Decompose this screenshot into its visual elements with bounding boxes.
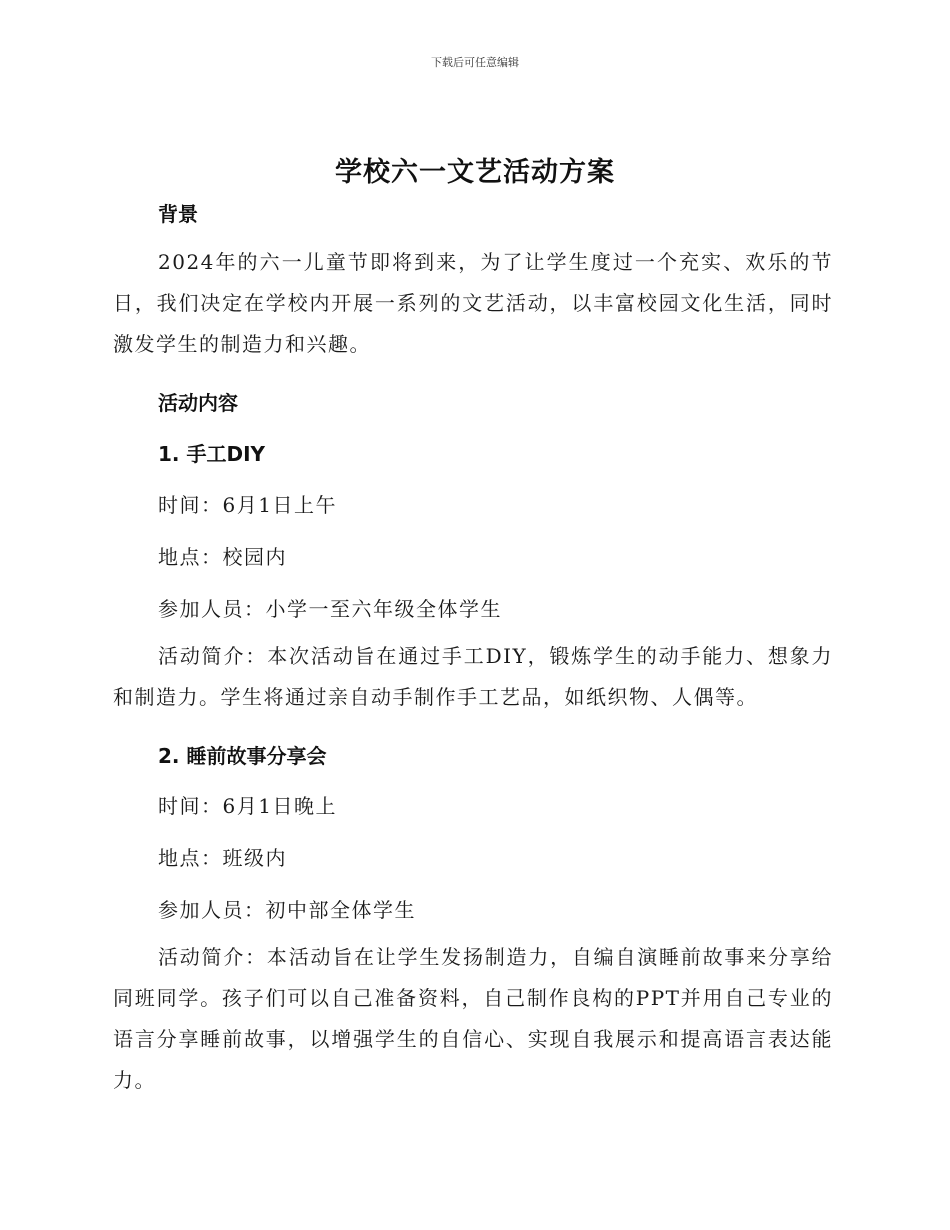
activity-1-title: 1. 手工DIY [158, 442, 266, 466]
activity-2-title: 2. 睡前故事分享会 [158, 744, 327, 768]
activity-1-place: 地点：校园内 [158, 545, 287, 569]
background-heading: 背景 [158, 202, 198, 226]
page-header: 下载后可任意编辑 [431, 56, 519, 69]
activity-1-time: 时间：6月1日上午 [158, 493, 337, 517]
activity-content-heading: 活动内容 [158, 391, 238, 415]
activity-1-intro: 活动简介：本次活动旨在通过手工DIY，锻炼学生的动手能力、想象力和制造力。学生将通过亲自动手制作手工艺品，如纸织物、人偶等。 [113, 644, 833, 709]
activity-2-participants: 参加人员：初中部全体学生 [158, 898, 416, 922]
background-paragraph: 2024年的六一儿童节即将到来，为了让学生度过一个充实、欢乐的节日，我们决定在学校内开展一系列的文艺活动，以丰富校园文化生活，同时激发学生的制造力和兴趣。 [113, 250, 833, 356]
activity-2-time: 时间：6月1日晚上 [158, 794, 337, 818]
activity-1-participants: 参加人员：小学一至六年级全体学生 [158, 597, 502, 621]
activity-2-intro: 活动简介：本活动旨在让学生发扬制造力，自编自演睡前故事来分享给同班同学。孩子们可以自己准备资料，自己制作良构的PPT并用自己专业的语言分享睡前故事，以增强学生的自信心、实现自我展示和提高语言表达能力。 [113, 945, 833, 1092]
activity-2-place: 地点：班级内 [158, 846, 287, 870]
document-title: 学校六一文艺活动方案 [335, 157, 615, 188]
